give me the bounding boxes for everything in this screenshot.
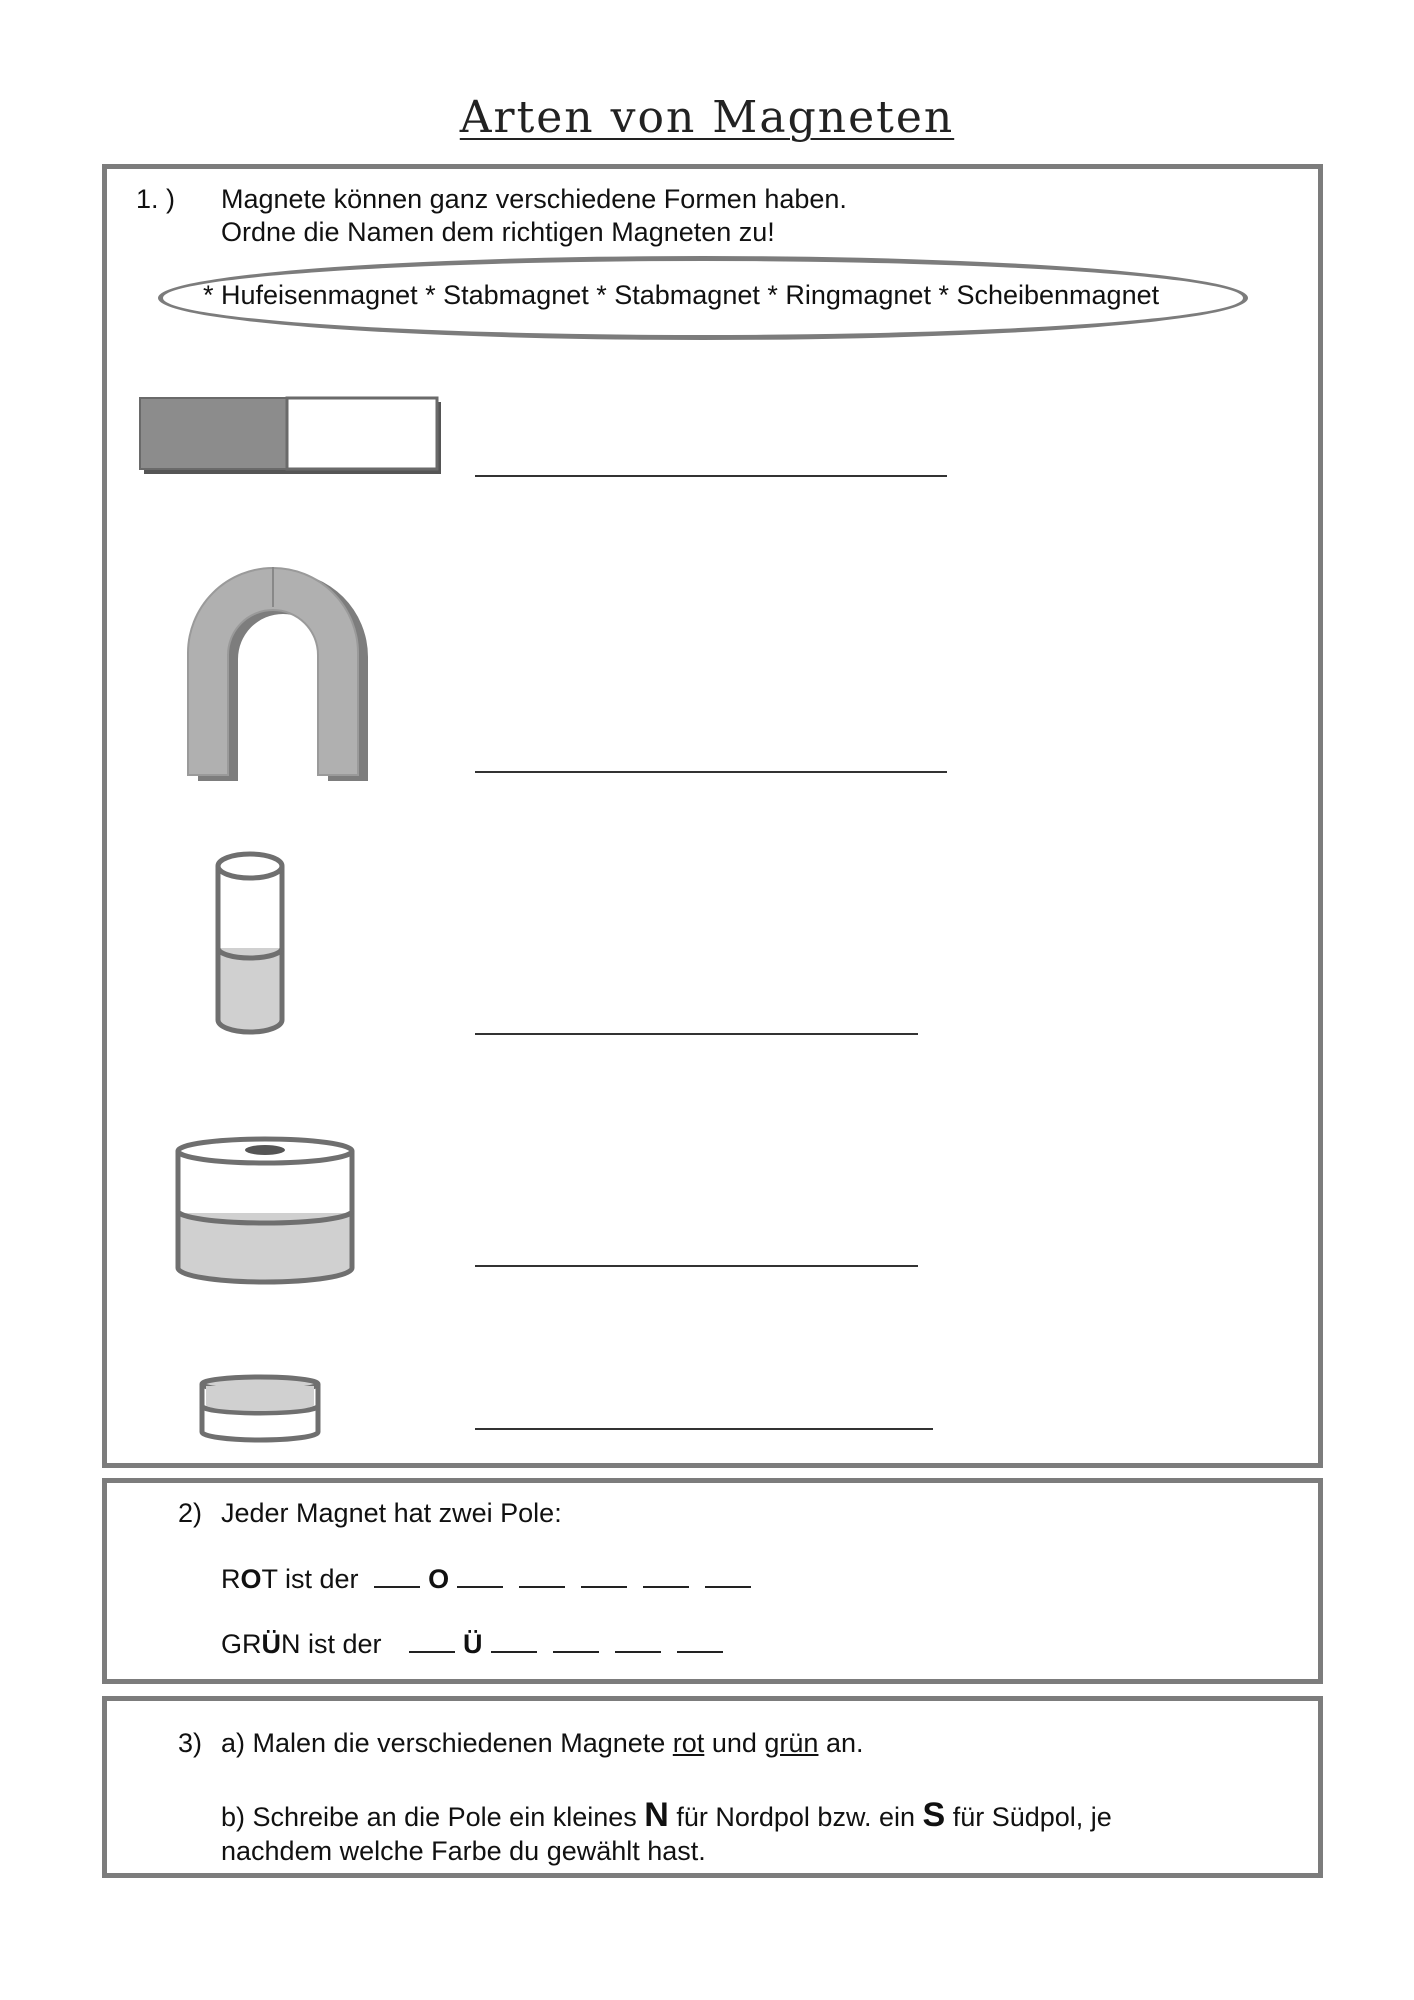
horseshoe-magnet-image [180,555,370,785]
rot-blank-6[interactable] [705,1562,751,1588]
task-3b-line-1: b) Schreibe an die Pole ein kleines N für Nordpol bzw. ein S für Südpol, je [221,1796,1112,1834]
disc-magnet-image [196,1372,324,1448]
task-3a: a) Malen die verschiedenen Magnete rot und grün an. [221,1728,864,1758]
gruen-blank-5[interactable] [677,1627,723,1653]
gruen-blank-3[interactable] [553,1627,599,1653]
answer-line-2[interactable] [475,771,947,773]
task-3-number: 3) [178,1728,203,1758]
rot-blank-5[interactable] [643,1562,689,1588]
task-2-heading: Jeder Magnet hat zwei Pole: [221,1498,562,1528]
task-1-line-1: Magnete können ganz verschiedene Formen haben. [221,184,847,214]
answer-line-5[interactable] [475,1428,933,1430]
task-1-line-2: Ordne die Namen dem richtigen Magneten zu! [221,217,775,247]
bar-magnet-image [138,396,448,480]
task-3b-line-2: nachdem welche Farbe du gewählt hast. [221,1836,706,1866]
page-title: Arten von Magneten [459,92,955,143]
answer-line-4[interactable] [475,1265,918,1267]
answer-line-3[interactable] [475,1033,918,1035]
answer-line-1[interactable] [475,475,947,477]
rot-blank-2[interactable] [457,1562,503,1588]
gruen-blank-1[interactable] [409,1627,455,1653]
rot-blank-1[interactable] [374,1562,420,1588]
rot-row: ROT ist der O [221,1562,759,1596]
rod-magnet-image [210,848,290,1042]
gruen-row: GRÜN ist der Ü [221,1627,731,1661]
gruen-blank-2[interactable] [491,1627,537,1653]
gruen-blank-4[interactable] [615,1627,661,1653]
word-bank: * Hufeisenmagnet * Stabmagnet * Stabmagnet * Ringmagnet * Scheibenmagnet [203,280,1160,310]
task-1-number: 1. ) [136,184,176,214]
rot-blank-4[interactable] [581,1562,627,1588]
ring-magnet-image [170,1133,360,1291]
task-2-number: 2) [178,1498,203,1528]
rot-blank-3[interactable] [519,1562,565,1588]
